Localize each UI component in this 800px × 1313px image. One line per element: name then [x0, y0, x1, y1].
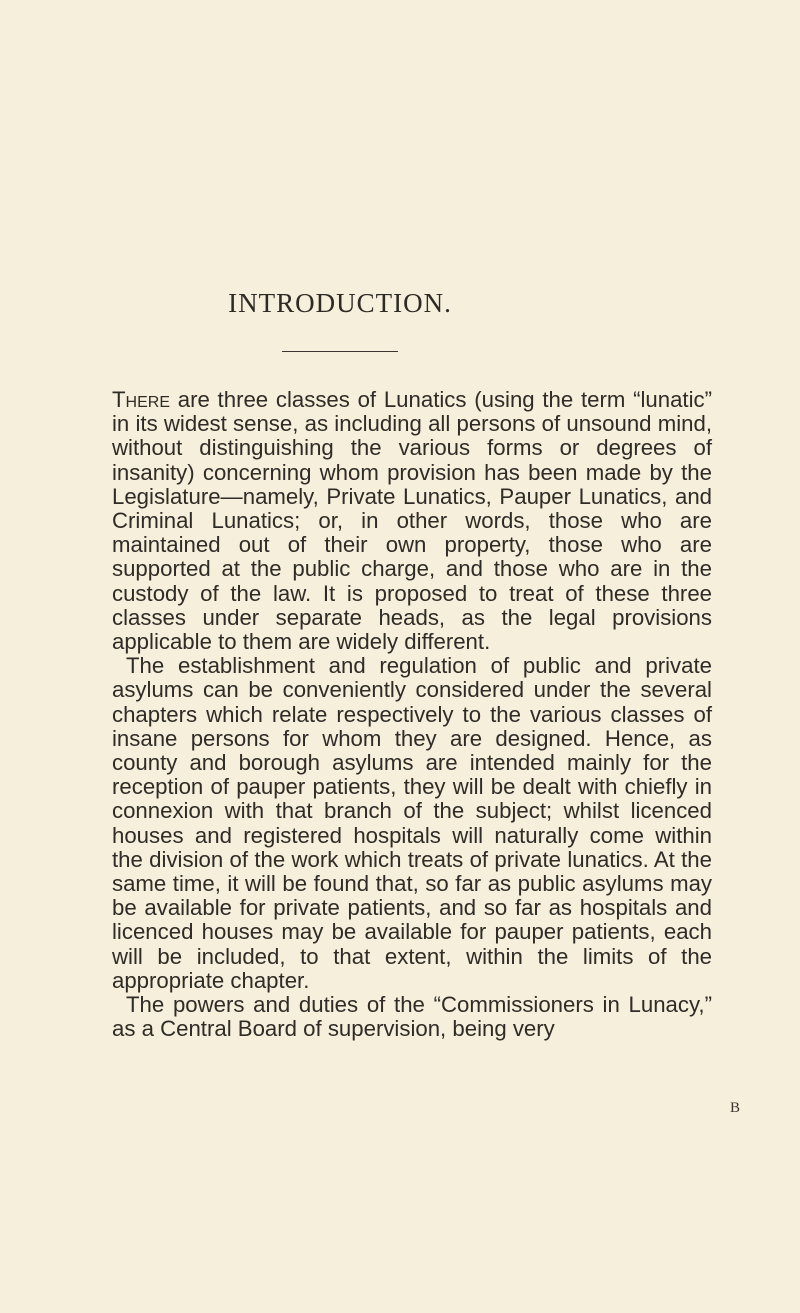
paragraph-1-lead: There [112, 387, 171, 412]
paragraph-3: The powers and duties of the “Commissioners in Lunacy,” as a Central Board of supervision, being very [112, 992, 712, 1042]
page-title: INTRODUCTION. [228, 288, 452, 318]
signature-mark: B [729, 1100, 740, 1116]
paragraph-1 [112, 388, 712, 654]
paragraph-1-text: are three classes of Lunatics (using the term “lunatic” in its widest sense, as including all persons of unsound mind, without distinguishing the various forms or degrees of insanity) concerning whom provision has been made by the Legislature—namely, Private Lunatics, Pauper Lunatics, and Criminal Lunatics; or, in other words, those who are maintained out of their own property, those who are supported at the public charge, and those who are in the custody of the law. It is proposed to treat of these three classes under separate heads, as the legal provisions applicable to them are widely different. [112, 387, 712, 655]
body-text [112, 388, 712, 1041]
paragraph-2: The establishment and regulation of public and private asylums can be conveniently considered under the several chapters which relate respectively to the various classes of insane persons for whom they are designed. Hence, as county and borough asylums are intended mainly for the reception of pauper patients, they will be dealt with chiefly in connexion with that branch of the subject; whilst licenced houses and registered hospitals will naturally come within the division of the work which treats of private lunatics. At the same time, it will be found that, so far as public asylums may be available for private patients, and so far as hospitals and licenced houses may be available for pauper patients, each will be included, to that extent, within the limits of the appropriate chapter. [112, 653, 712, 993]
title-rule [282, 351, 398, 352]
